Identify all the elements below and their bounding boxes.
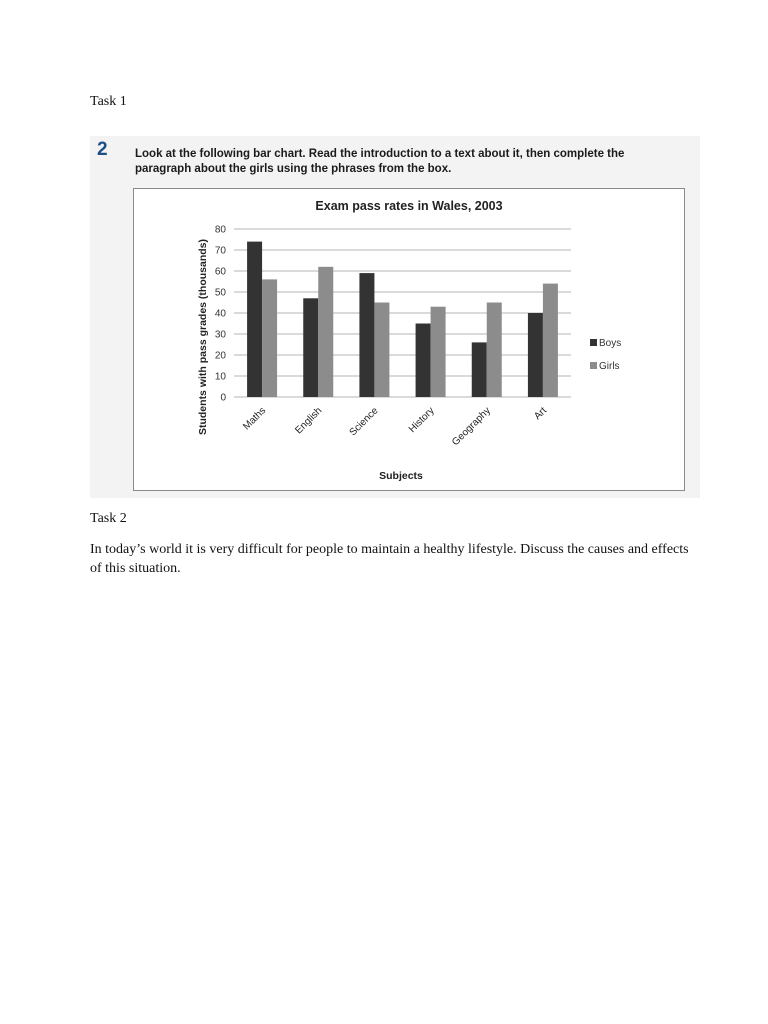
bar-boys-science bbox=[359, 273, 374, 397]
bar-boys-english bbox=[303, 298, 318, 397]
legend-label-girls: Girls bbox=[599, 361, 620, 372]
bar-boys-history bbox=[416, 324, 431, 398]
bar-girls-geography bbox=[487, 303, 502, 398]
bar-chart-svg bbox=[134, 189, 684, 490]
y-tick-label: 20 bbox=[214, 350, 226, 362]
bar-boys-geography bbox=[472, 342, 487, 397]
y-tick-label: 10 bbox=[214, 371, 226, 383]
category-label: Geography bbox=[450, 405, 493, 449]
bar-girls-english bbox=[318, 267, 333, 397]
gridlines bbox=[234, 229, 571, 397]
y-tick-labels bbox=[215, 225, 227, 404]
y-tick-label: 60 bbox=[214, 266, 226, 278]
bar-girls-science bbox=[374, 303, 389, 398]
bar-boys-maths bbox=[247, 242, 262, 397]
exercise-scan-image bbox=[90, 136, 700, 498]
y-tick-label: 0 bbox=[220, 392, 226, 404]
y-tick-label: 50 bbox=[214, 287, 226, 299]
legend-swatch-girls bbox=[590, 362, 597, 369]
category-label: Science bbox=[347, 405, 381, 439]
bar-girls-history bbox=[431, 307, 446, 397]
category-label: History bbox=[406, 405, 437, 436]
bar-girls-art bbox=[543, 284, 558, 397]
bar-girls-maths bbox=[262, 279, 277, 397]
bar-chart bbox=[133, 188, 685, 491]
legend-label-boys: Boys bbox=[599, 338, 622, 349]
category-label: English bbox=[293, 405, 325, 437]
y-tick-label: 30 bbox=[214, 329, 226, 341]
legend-swatch-boys bbox=[590, 339, 597, 346]
legend bbox=[590, 338, 621, 372]
y-tick-label: 40 bbox=[214, 308, 226, 320]
task-2-prompt: In today’s world it is very difficult for people to maintain a healthy lifestyle. Discuss the causes and effects of this situation. bbox=[90, 542, 689, 576]
y-axis-label: Students with pass grades (thousands) bbox=[197, 238, 209, 436]
task-1-heading: Task 1 bbox=[90, 94, 127, 109]
y-tick-label: 70 bbox=[214, 245, 226, 257]
x-axis-label: Subjects bbox=[379, 470, 423, 482]
exercise-number: 2 bbox=[97, 139, 108, 160]
bar-boys-art bbox=[528, 313, 543, 397]
category-labels bbox=[241, 405, 549, 448]
category-label: Art bbox=[532, 405, 550, 423]
y-tick-label: 80 bbox=[214, 224, 226, 236]
bars bbox=[247, 242, 558, 397]
chart-title: Exam pass rates in Wales, 2003 bbox=[315, 199, 503, 213]
task-2-heading: Task 2 bbox=[90, 511, 127, 526]
exercise-instruction: Look at the following bar chart. Read the introduction to a text about it, then complete the paragraph about the girls using the phrases from the box. bbox=[135, 148, 625, 175]
category-label: Maths bbox=[241, 405, 269, 433]
